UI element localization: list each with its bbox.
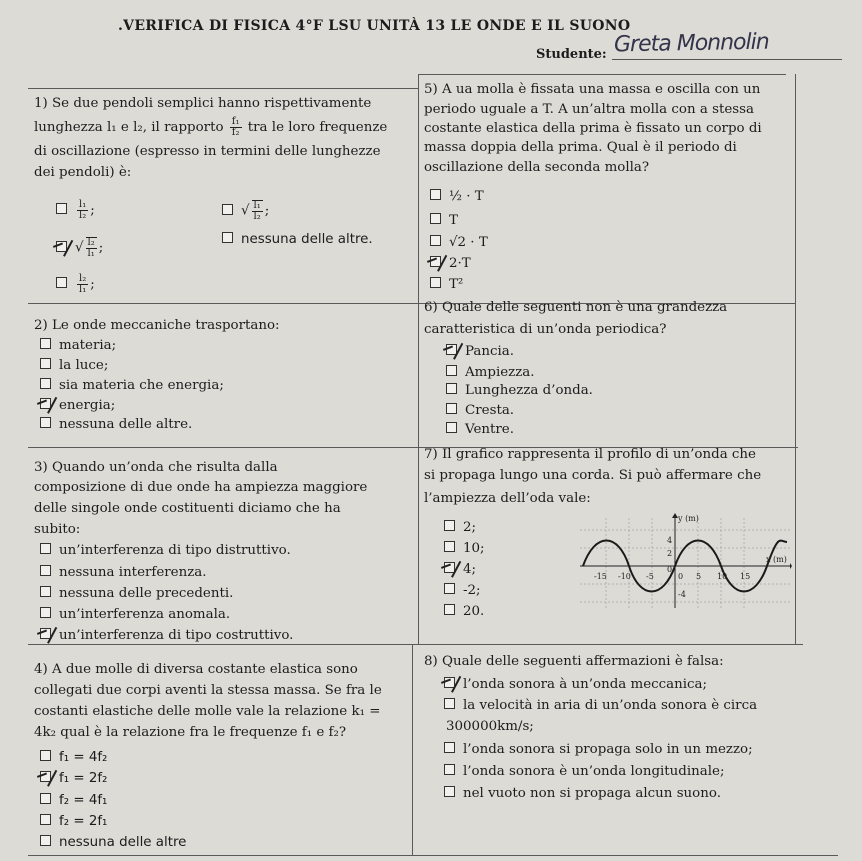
q7-option[interactable]: 20. bbox=[444, 603, 484, 621]
y-tick-label: -4 bbox=[678, 590, 686, 599]
q5-line: periodo uguale a T. A un’altra molla con a stessa bbox=[424, 102, 754, 117]
checkbox[interactable] bbox=[446, 383, 457, 394]
q1-line: di oscillazione (espresso in termini delle lunghezze bbox=[34, 144, 381, 159]
q5-line: 5) A ua molla è fissata una massa e oscilla con un bbox=[424, 82, 761, 97]
y-tick-label: 4 bbox=[667, 536, 673, 545]
checkbox[interactable] bbox=[222, 232, 233, 243]
checkbox[interactable] bbox=[40, 750, 51, 761]
x-tick-label: -5 bbox=[646, 572, 654, 581]
q1-option[interactable]: $\frac{\text{l₂}}{\text{l₁}}$ ; bbox=[56, 274, 95, 295]
checkbox[interactable] bbox=[40, 793, 51, 804]
checkbox[interactable] bbox=[444, 698, 455, 709]
checkbox[interactable] bbox=[40, 607, 51, 618]
q2-option[interactable]: energia; bbox=[40, 397, 115, 415]
q6-option[interactable]: Ampiezza. bbox=[446, 364, 535, 382]
q8-option[interactable]: l’onda sonora à un’onda meccanica; bbox=[444, 676, 707, 694]
wave-graph bbox=[580, 512, 792, 608]
q8-option[interactable]: l’onda sonora si propaga solo in un mezzo; bbox=[444, 741, 753, 759]
checkbox[interactable] bbox=[40, 417, 51, 428]
q6-option[interactable]: Ventre. bbox=[446, 421, 514, 439]
q3-option[interactable]: un’interferenza anomala. bbox=[40, 606, 230, 624]
checkbox[interactable] bbox=[444, 764, 455, 775]
q3-line: 3) Quando un’onda che risulta dalla bbox=[34, 460, 278, 475]
q7-option[interactable]: -2; bbox=[444, 582, 481, 600]
checkbox[interactable] bbox=[40, 543, 51, 554]
checkbox-checked[interactable] bbox=[444, 677, 455, 688]
checkbox[interactable] bbox=[444, 786, 455, 797]
q2-question: 2) Le onde meccaniche trasportano: bbox=[34, 318, 280, 333]
x-tick-label: 5 bbox=[696, 572, 702, 581]
q7-line: l’ampiezza dell’oda vale: bbox=[424, 491, 591, 506]
x-axis-arrow bbox=[790, 563, 792, 569]
y-axis-label: y (m) bbox=[678, 514, 699, 523]
q3-option[interactable]: un’interferenza di tipo costruttivo. bbox=[40, 627, 293, 645]
q6-option[interactable]: Cresta. bbox=[446, 402, 514, 420]
q8-option[interactable]: nel vuoto non si propaga alcun suono. bbox=[444, 785, 721, 803]
q6-option[interactable]: Lunghezza d’onda. bbox=[446, 382, 593, 400]
checkbox[interactable] bbox=[446, 365, 457, 376]
q3-line: subito: bbox=[34, 522, 81, 537]
grid-line bbox=[412, 644, 413, 855]
q1-option[interactable]: nessuna delle altre. bbox=[222, 231, 373, 249]
q7-line: si propaga lungo una corda. Si può affermare che bbox=[424, 468, 762, 483]
q1-option[interactable]: √ $\frac{\text{l₁}}{\text{l₂}}$ ; bbox=[222, 200, 269, 222]
q4-line: 4) A due molle di diversa costante elastica sono bbox=[34, 662, 358, 677]
q8-option[interactable]: l’onda sonora è un’onda longitudinale; bbox=[444, 763, 725, 781]
q2-option[interactable]: la luce; bbox=[40, 357, 108, 375]
x-axis-label: x (m) bbox=[766, 555, 787, 564]
page-title: .VERIFICA DI FISICA 4°F LSU UNITÀ 13 LE ONDE E IL SUONO bbox=[118, 18, 631, 34]
q5-option[interactable]: ½ · T bbox=[430, 188, 484, 206]
checkbox[interactable] bbox=[444, 742, 455, 753]
q6-option[interactable]: Pancia. bbox=[446, 343, 514, 361]
q5-line: massa doppia della prima. Qual è il periodo di bbox=[424, 140, 737, 155]
q6-line: caratteristica di un’onda periodica? bbox=[424, 322, 667, 337]
checkbox[interactable] bbox=[444, 583, 455, 594]
checkbox-checked[interactable] bbox=[40, 398, 51, 409]
y-tick-label: 2 bbox=[667, 549, 673, 558]
q4-line: costanti elastiche delle molle vale la relazione k₁ = bbox=[34, 704, 381, 719]
checkbox[interactable] bbox=[40, 565, 51, 576]
q1-option[interactable]: √ $\frac{\text{l₂}}{\text{l₁}}$ ; bbox=[56, 237, 103, 259]
checkbox-checked[interactable] bbox=[430, 256, 441, 267]
checkbox[interactable] bbox=[40, 835, 51, 846]
q7-line: 7) Il grafico rappresenta il profilo di un’onda che bbox=[424, 447, 756, 462]
checkbox[interactable] bbox=[446, 422, 457, 433]
checkbox[interactable] bbox=[446, 403, 457, 414]
checkbox[interactable] bbox=[222, 204, 233, 215]
q4-option[interactable]: f₁ = 4f₂ bbox=[40, 749, 107, 767]
q4-option[interactable]: f₂ = 4f₁ bbox=[40, 792, 107, 810]
checkbox[interactable] bbox=[40, 814, 51, 825]
q2-option[interactable]: sia materia che energia; bbox=[40, 377, 224, 395]
student-signature: Greta Monnolin bbox=[613, 29, 769, 58]
grid-line bbox=[795, 74, 796, 644]
checkbox-checked[interactable] bbox=[56, 241, 67, 252]
checkbox-checked[interactable] bbox=[40, 771, 51, 782]
grid-line bbox=[418, 74, 786, 75]
checkbox[interactable] bbox=[444, 520, 455, 531]
checkbox-checked[interactable] bbox=[446, 344, 457, 355]
q4-line: collegati due corpi aventi la stessa massa. Se fra le bbox=[34, 683, 382, 698]
y-tick-label: 0 bbox=[667, 565, 673, 574]
x-tick-label: 0 bbox=[678, 572, 684, 581]
q2-option[interactable]: materia; bbox=[40, 337, 116, 355]
q5-option[interactable]: T bbox=[430, 212, 458, 230]
q8-option[interactable]: la velocità in aria di un’onda sonora è circa bbox=[444, 697, 757, 715]
q2-option[interactable]: nessuna delle altre. bbox=[40, 416, 192, 434]
q3-option[interactable]: un’interferenza di tipo distruttivo. bbox=[40, 542, 291, 560]
q7-option[interactable]: 2; bbox=[444, 519, 476, 537]
q1-line: lunghezza l₁ e l₂, il rapporto $\frac{\text{f₁}}{\text{f₂}}$ tra le loro frequenze bbox=[34, 116, 388, 138]
q4-line: 4k₂ qual è la relazione fra le frequenze f₁ e f₂? bbox=[34, 725, 347, 740]
checkbox[interactable] bbox=[56, 277, 67, 288]
x-tick-label: -10 bbox=[618, 572, 631, 581]
x-tick-label: 15 bbox=[740, 572, 751, 581]
q3-option[interactable]: nessuna delle precedenti. bbox=[40, 585, 233, 603]
signature-line bbox=[612, 59, 842, 60]
checkbox[interactable] bbox=[40, 358, 51, 369]
grid-line bbox=[28, 855, 838, 856]
checkbox[interactable] bbox=[40, 586, 51, 597]
checkbox-checked[interactable] bbox=[444, 562, 455, 573]
x-tick-label: -15 bbox=[594, 572, 607, 581]
q3-line: delle singole onde costituenti diciamo che ha bbox=[34, 501, 341, 516]
q8-question: 8) Quale delle seguenti affermazioni è falsa: bbox=[424, 654, 724, 669]
q4-option[interactable]: nessuna delle altre bbox=[40, 834, 186, 852]
q8-option-continued: 300000km/s; bbox=[446, 719, 534, 734]
q5-option[interactable]: √2 · T bbox=[430, 234, 488, 252]
student-label: Studente: bbox=[536, 47, 607, 62]
q7-option[interactable]: 4; bbox=[444, 561, 476, 579]
q5-option[interactable]: T² bbox=[430, 276, 463, 294]
checkbox[interactable] bbox=[56, 203, 67, 214]
q1-option[interactable]: $\frac{\text{l₁}}{\text{l₂}}$ ; bbox=[56, 200, 95, 221]
q3-line: composizione di due onde ha ampiezza maggiore bbox=[34, 480, 368, 495]
checkbox[interactable] bbox=[430, 235, 441, 246]
q5-line: costante elastica della prima è fissato un corpo di bbox=[424, 121, 762, 136]
q6-line: 6) Quale delle seguenti non è una grandezza bbox=[424, 300, 728, 315]
q4-option[interactable]: f₁ = 2f₂ bbox=[40, 770, 107, 788]
x-tick-label: 10 bbox=[717, 572, 728, 581]
checkbox[interactable] bbox=[444, 604, 455, 615]
checkbox[interactable] bbox=[430, 213, 441, 224]
checkbox[interactable] bbox=[40, 378, 51, 389]
checkbox-checked[interactable] bbox=[40, 628, 51, 639]
q1-line: 1) Se due pendoli semplici hanno rispettivamente bbox=[34, 96, 372, 111]
q4-option[interactable]: f₂ = 2f₁ bbox=[40, 813, 107, 831]
grid-line bbox=[418, 74, 419, 644]
q3-option[interactable]: nessuna interferenza. bbox=[40, 564, 207, 582]
checkbox[interactable] bbox=[40, 338, 51, 349]
q5-option[interactable]: 2·T bbox=[430, 255, 471, 273]
q1-line: dei pendoli) è: bbox=[34, 165, 132, 180]
checkbox[interactable] bbox=[430, 277, 441, 288]
q7-option[interactable]: 10; bbox=[444, 540, 485, 558]
ratio-fraction: $\frac{\text{f₁}}{\text{f₂}}$ bbox=[231, 116, 240, 138]
grid-line bbox=[28, 88, 418, 89]
checkbox[interactable] bbox=[444, 541, 455, 552]
checkbox[interactable] bbox=[430, 189, 441, 200]
q5-line: oscillazione della seconda molla? bbox=[424, 160, 650, 175]
